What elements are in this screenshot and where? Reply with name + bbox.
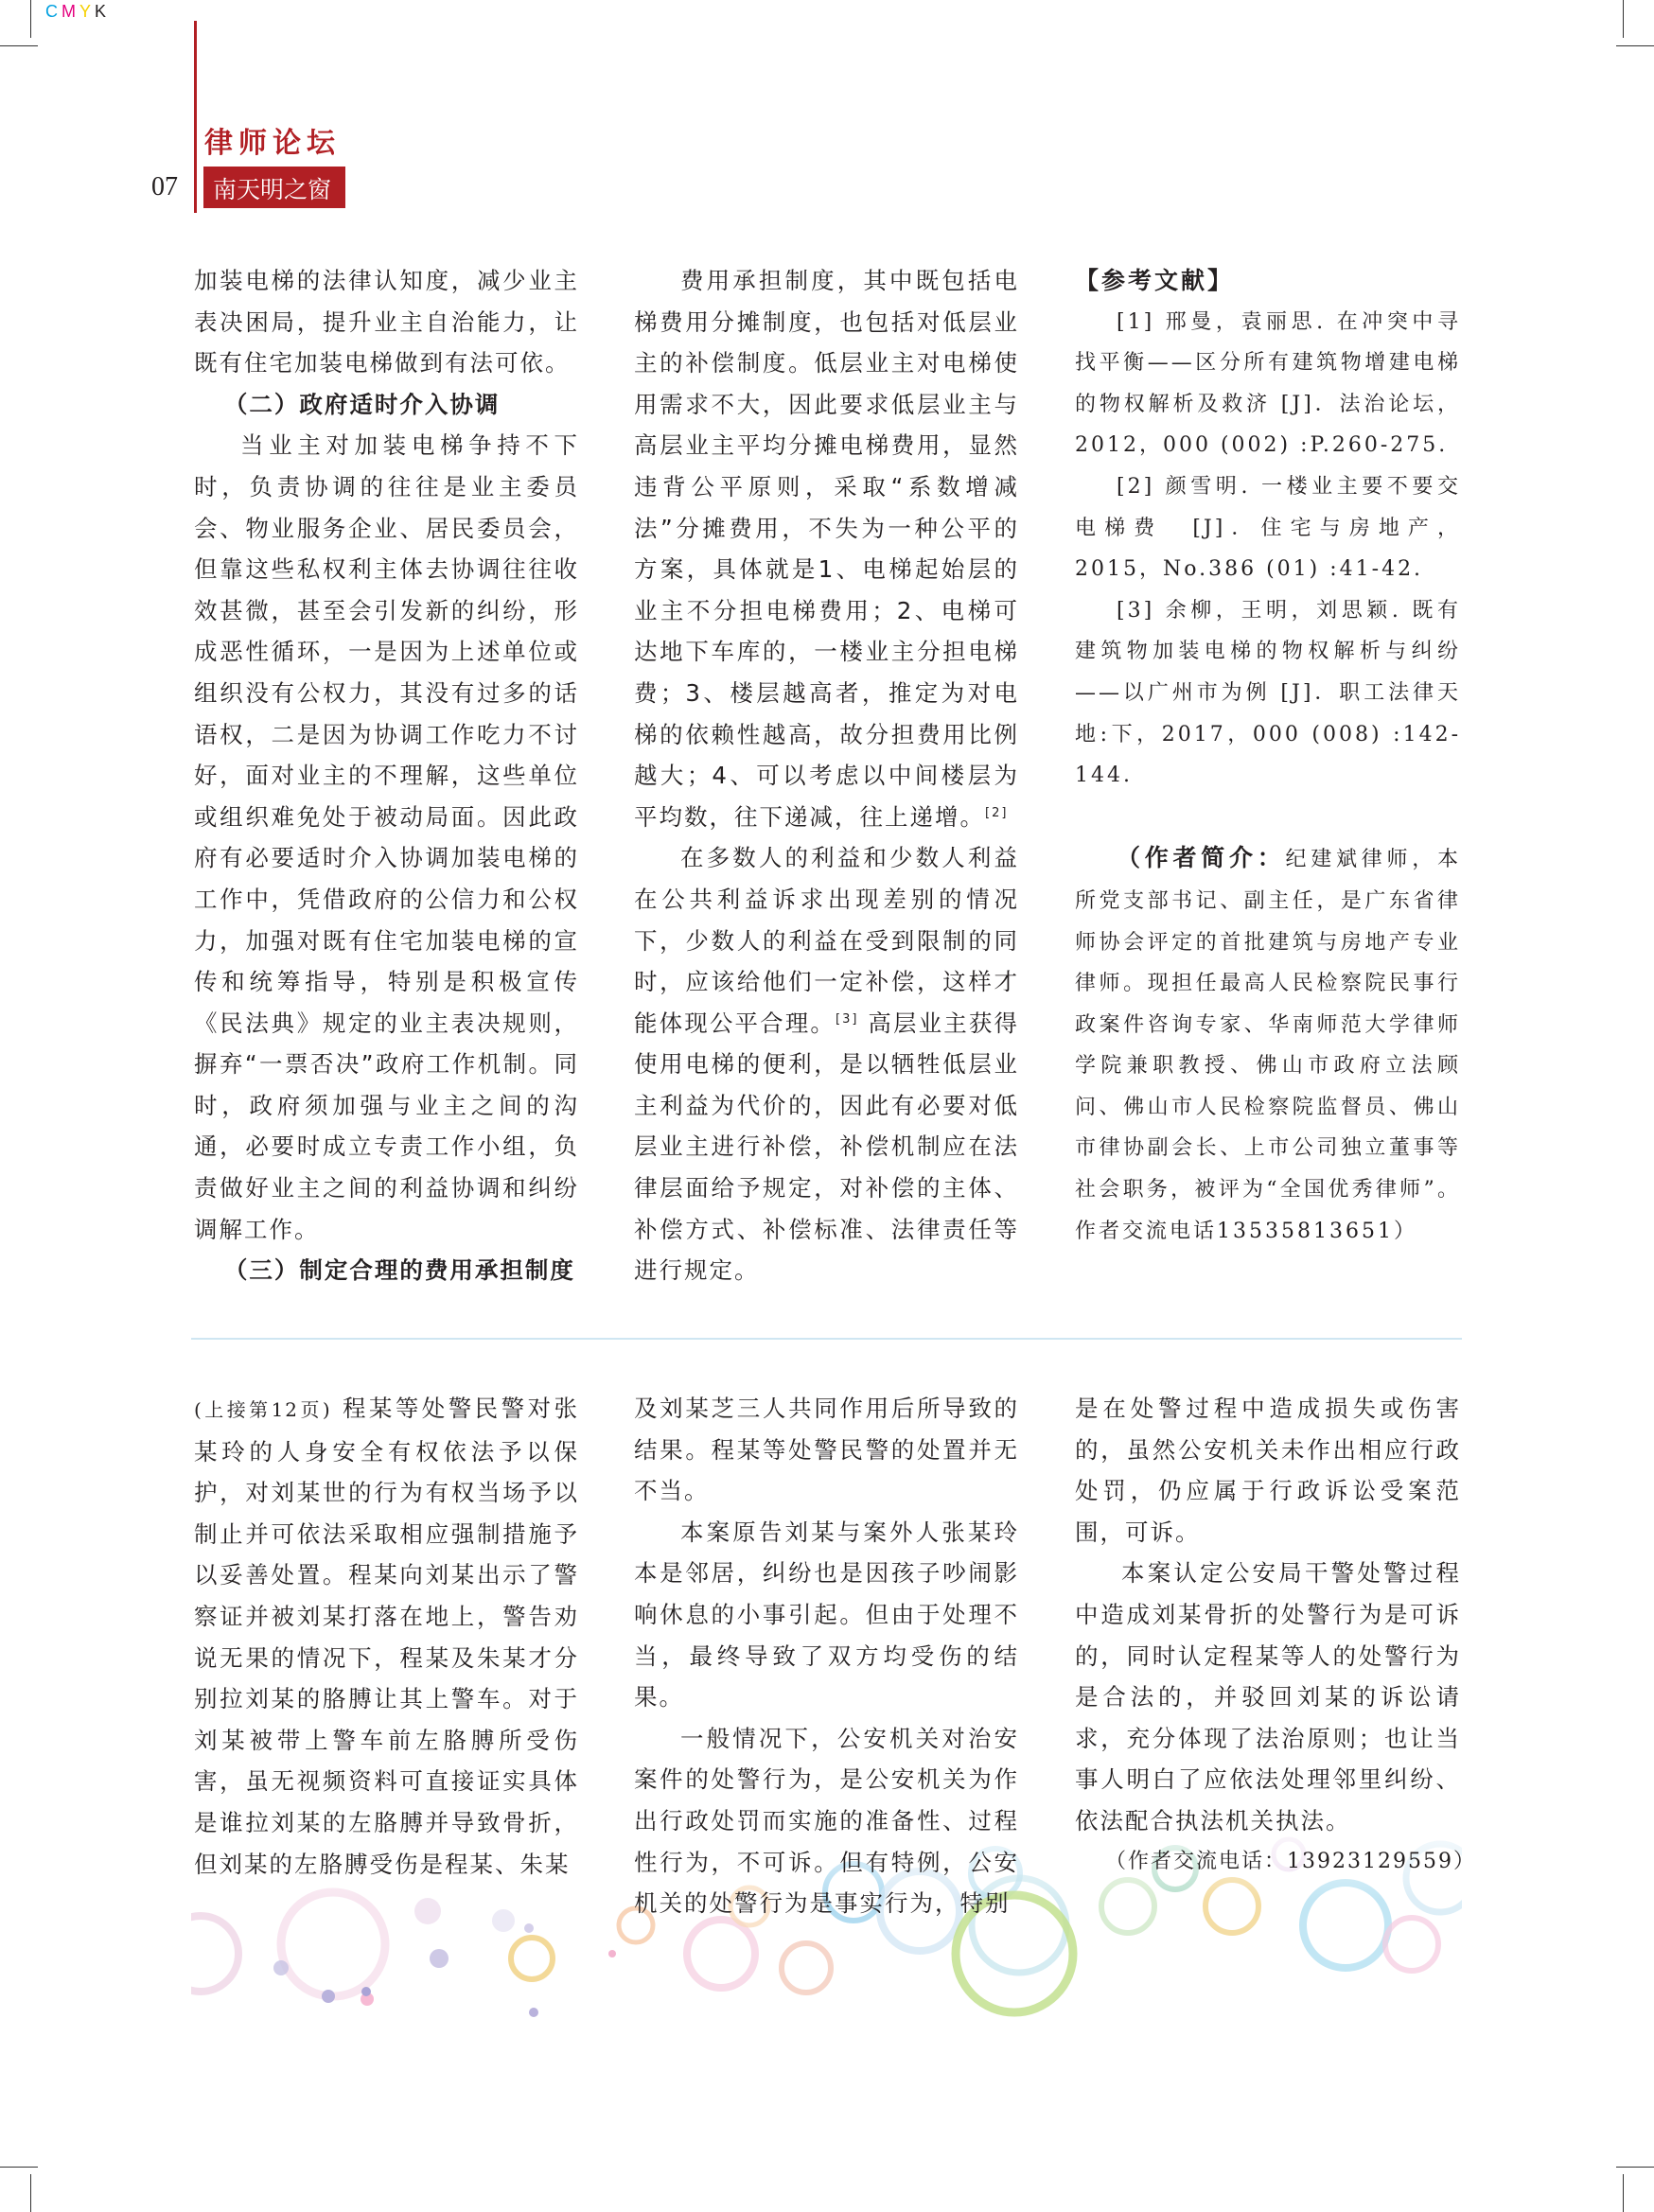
cmyk-k: K [95,2,111,21]
spacer [1075,797,1461,838]
references-column [1075,260,1461,1252]
upper-column-2 [634,260,1019,1291]
cmyk-registration [45,2,110,22]
paragraph: 本案认定公安局干警处警过程中造成刘某骨折的处警行为是可诉的，同时认定程某等人的处警行为是合法的，并驳回刘某的诉讼请求，充分体现了法治原则；也让当事人明白了应依法处理邻里纠纷、依法配合执法机关执法。 [1075,1559,1461,1835]
paragraph: 一般情况下，公安机关对治安案件的处警行为，是公安机关为作出行政处罚而实施的准备性、过程性行为，不可诉。但有特例，公安机关的处警行为是事实行为，特别 [634,1724,1019,1918]
crop-mark [0,45,38,46]
author-bio-text: 纪建斌律师，本所党支部书记、副主任，是广东省律师协会评定的首批建筑与房地产专业律师。现担任最高人民检察院民事行政案件咨询专家、华南师范大学律师学院兼职教授、佛山市政府立法顾问、佛山市人民检察院监督员、佛山市律协副会长、上市公司独立董事等社会职务，被评为“全国优秀律师”。作者交流电话13535813651） [1075,848,1461,1243]
paragraph: 及刘某芝三人共同作用后所导致的结果。程某等处警民警的处置并无不当。 [634,1395,1019,1505]
paragraph-text: 在多数人的利益和少数人利益在公共利益诉求出现差别的情况下，少数人的利益在受到限制的同时，应该给他们一定补偿，这样才能体现公平合理。 [634,844,1019,1037]
lower-column-2 [634,1388,1019,1924]
cmyk-y: Y [79,2,96,21]
paragraph: 当业主对加装电梯争持不下时，负责协调的往往是业主委员会、物业服务企业、居民委员会，但靠这些私权利主体去协调往往收效甚微，甚至会引发新的纠纷，形成恶性循环，一是因为上述单位或组织没有公权力，其没有过多的话语权，二是因为协调工作吃力不讨好，面对业主的不理解，这些单位或组织难免处于被动局面。因此政府有必要适时介入协调加装电梯的工作中，凭借政府的公信力和公权力，加强对既有住宅加装电梯的宣传和统筹指导，特别是积极宣传《民法典》规定的业主表决规则，摒弃“一票否决”政府工作机制。同时，政府须加强与业主之间的沟通，必要时成立专责工作小组，负责做好业主之间的利益协调和纠纷调解工作。 [194,431,579,1243]
paragraph [634,837,1019,1291]
crop-mark [0,2167,38,2168]
subheading: （二）政府适时介入协调 [223,390,501,418]
reference-item: [1] 邢曼，袁丽思. 在冲突中寻找平衡——区分所有建筑物增建电梯的物权解析及救济 [J]．法治论坛，2012，000 (002) :P.260-275. [1075,309,1461,458]
section-title: 律师论坛 [204,127,341,160]
cmyk-c: C [45,2,62,21]
page-number: 07 [151,172,178,202]
paragraph: 本案原告刘某与案外人张某玲本是邻居，纠纷也是因孩子吵闹影响休息的小事引起。但由于处理不当，最终导致了双方均受伤的结果。 [634,1518,1019,1712]
header-red-rule [194,21,197,213]
crop-mark [1616,2167,1654,2168]
references-title: 【参考文献】 [1075,267,1235,294]
crop-mark [1616,45,1654,46]
paragraph: 是在处警过程中造成损失或伤害的，虽然公安机关未作出相应行政处罚，仍应属于行政诉讼受案范围，可诉。 [1075,1395,1461,1546]
crop-mark [1623,0,1624,38]
reference-item: [2] 颜雪明. 一楼业主要不要交电梯费 [J]．住宅与房地产，2015，No.386 (01) :41-42. [1075,474,1461,582]
footnote-ref: [3] [836,1011,859,1027]
author-bio-label: （作者简介： [1117,844,1286,872]
paragraph-text: 高层业主获得使用电梯的便利，是以牺牲低层业主利益为代价的，因此有必要对低层业主进行补偿，补偿机制应在法律层面给予规定，对补偿的主体、补偿方式、补偿标准、法律责任等进行规定。 [634,1009,1020,1285]
paragraph [634,260,1019,837]
paragraph: 加装电梯的法律认知度，减少业主表决困局，提升业主自治能力，让既有住宅加装电梯做到有法可依。 [194,267,579,377]
author-bio [1075,837,1461,1252]
crop-mark [30,2174,31,2212]
lower-column-3 [1075,1388,1461,1842]
cmyk-m: M [62,2,79,21]
subheading: （三）制定合理的费用承担制度 [223,1256,575,1285]
crop-mark [30,0,31,38]
paragraph-text: 程某等处警民警对张某玲的人身安全有权依法予以保护，对刘某世的行为有权当场予以制止并可依法采取相应强制措施予以妥善处置。程某向刘某出示了警察证并被刘某打落在地上，警告劝说无果的情况下，程某及朱某才分别拉刘某的胳膊让其上警车。对于刘某被带上警车前左胳膊所受伤害，虽无视频资料可直接证实具体是谁拉刘某的左胳膊并导致骨折，但刘某的左胳膊受伤是程某、朱某 [194,1395,579,1878]
author-phone: （作者交流电话：13923129559） [1105,1850,1476,1873]
section-divider [191,1338,1462,1340]
paragraph-text: 费用承担制度，其中既包括电梯费用分摊制度，也包括对低层业主的补偿制度。低层业主对电梯使用需求不大，因此要求低层业主与高层业主平均分摊电梯费用，显然违背公平原则，采取“系数增减法”分摊费用，不失为一种公平的方案，具体就是1、电梯起始层的业主不分担电梯费用；2、电梯可达地下车库的，一楼业主分担电梯费；3、楼层越高者，推定为对电梯的依赖性越高，故分担费用比例越大；4、可以考虑以中间楼层为平均数，往下递减，往上递增。 [634,267,1019,831]
lower-column-1 [194,1388,579,1885]
paragraph [194,1388,579,1885]
continued-from-note: (上接第12页) [194,1398,332,1421]
crop-mark [1623,2174,1624,2212]
column-tag: 南天明之窗 [213,176,332,203]
footnote-ref: [2] [985,805,1009,820]
upper-column-1 [194,260,579,1291]
reference-item: [3] 余柳，王明，刘思颖. 既有建筑物加装电梯的物权解析与纠纷——以广州市为例 [J]．职工法律天地:下，2017，000 (008) :142-144. [1075,598,1461,788]
